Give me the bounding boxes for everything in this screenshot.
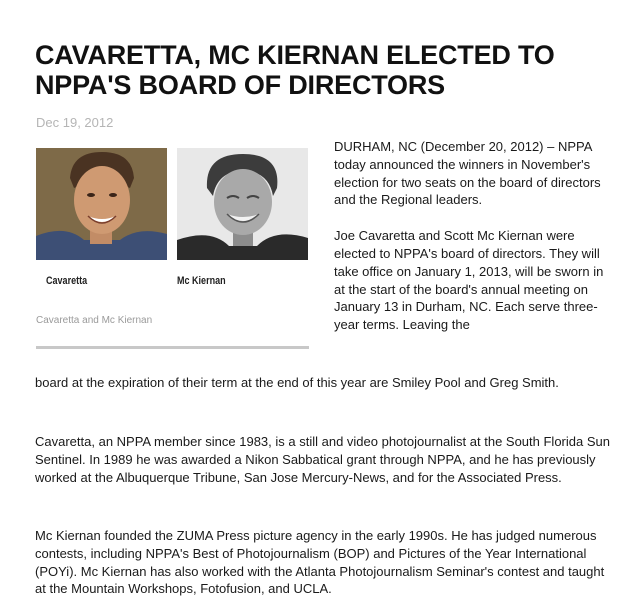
paragraph: board at the expiration of their term at the end of this year are Smiley Pool and Greg Smith.	[35, 375, 559, 390]
photo-label-cavaretta: Cavaretta	[46, 275, 88, 287]
article-headline: CAVARETTA, MC KIERNAN ELECTED TO NPPA'S BOARD OF DIRECTORS	[35, 40, 555, 100]
article-date: Dec 19, 2012	[36, 115, 114, 130]
photo-block	[36, 148, 309, 350]
caption-divider	[36, 346, 309, 349]
paragraph: DURHAM, NC (December 20, 2012) – NPPA today announced the winners in November's election for two seats on the board of directors and the Regional leaders.	[334, 139, 601, 208]
photo-label-mc-kiernan: Mc Kiernan	[177, 275, 226, 287]
photo-caption: Cavaretta and Mc Kiernan	[36, 315, 153, 326]
paragraph: Joe Cavaretta and Scott Mc Kiernan were elected to NPPA's board of directors. They will take office on January 1, 2013, will be sworn in at the start of the board's annual meeting on January 13 in Durham, NC. Each serve three-year terms. Leaving the	[334, 228, 604, 333]
cavaretta-photo[interactable]	[36, 148, 167, 260]
side-column-text	[334, 138, 604, 334]
paragraph: Mc Kiernan founded the ZUMA Press picture agency in the early 1990s. He has judged numerous contests, including NPPA's Best of Photojournalism (BOP) and Pictures of the Year International (POYi). Mc Kiernan has also worked with the Atlanta Photojournalism Seminar's contest and taught at the Mountain Workshops, Fotofusion, and UCLA.	[35, 528, 605, 597]
mc-kiernan-photo[interactable]	[177, 148, 308, 260]
paragraph: Cavaretta, an NPPA member since 1983, is a still and video photojournalist at the South Florida Sun Sentinel. In 1989 he was awarded a Nikon Sabbatical grant through NPPA, and he has previously worked at the Albuquerque Tribune, San Jose Mercury-News, and for the Associated Press.	[35, 434, 610, 485]
